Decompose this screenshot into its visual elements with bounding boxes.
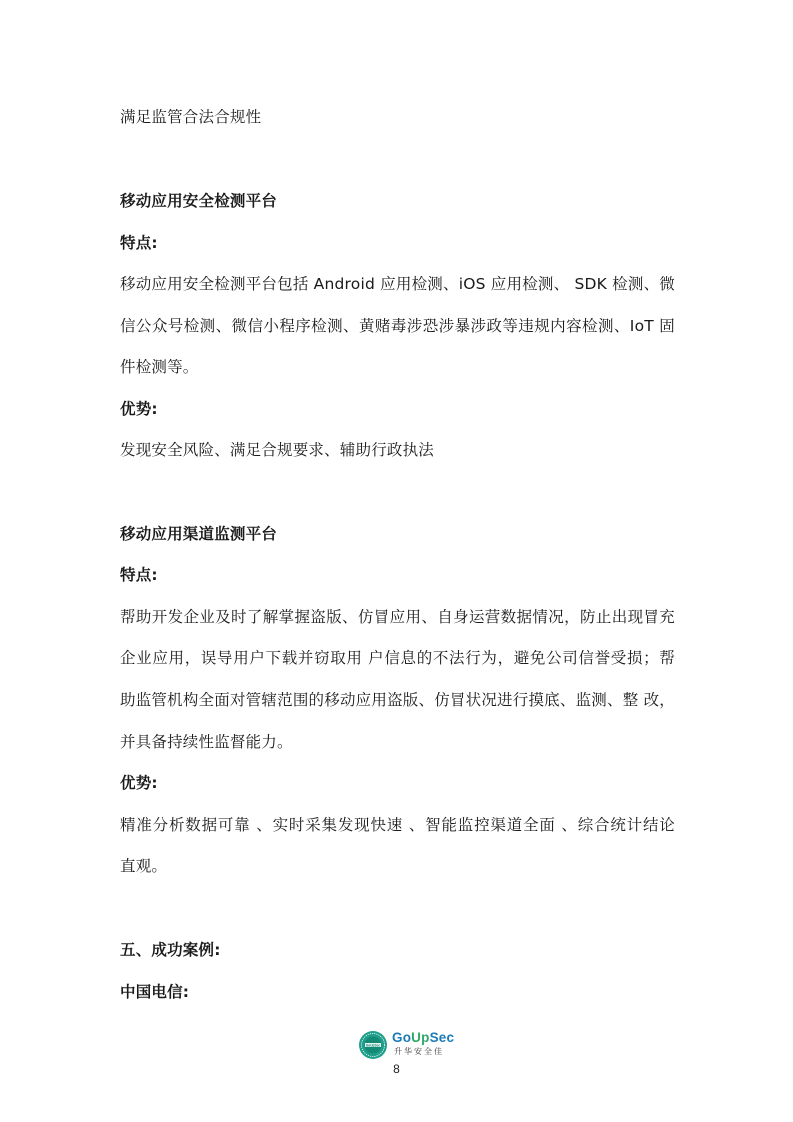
page-number: 8 (393, 1062, 400, 1076)
platform2-features-label: 特点: (120, 566, 158, 584)
platform1-advantages-label: 优势: (120, 400, 158, 418)
platform1-heading: 移动应用安全检测平台 (120, 192, 278, 210)
platform2-advantages-line-2: 直观。 (120, 857, 168, 875)
logo-subtitle: 升华安全佳 (394, 1047, 444, 1056)
logo-brand-text: GoUpSec (392, 1030, 455, 1045)
svg-text:GoUpSec: GoUpSec (365, 1043, 381, 1048)
platform2-heading: 移动应用渠道监测平台 (120, 525, 278, 543)
platform2-features-line-2: 企业应用，误导用户下载并窃取用 户信息的不法行为，避免公司信誉受损；帮 (120, 649, 675, 667)
platform1-features-line-2: 信公众号检测、微信小程序检测、黄赌毒涉恐涉暴涉政等违规内容检测、IoT 固 (120, 317, 675, 335)
platform2-advantages-line-1: 精准分析数据可靠 、实时采集发现快速 、智能监控渠道全面 、综合统计结论 (120, 816, 675, 834)
compliance-text: 满足监管合法合规性 (120, 108, 262, 126)
goupsec-logo (358, 1030, 455, 1064)
goupsec-seal-icon (358, 1030, 388, 1060)
platform1-features-line-3: 件检测等。 (120, 358, 199, 376)
platform2-features-line-1: 帮助开发企业及时了解掌握盗版、仿冒应用、自身运营数据情况，防止出现冒充 (120, 608, 675, 626)
platform2-features-line-3: 助监管机构全面对管辖范围的移动应用盗版、仿冒状况进行摸底、监测、整 改， (120, 691, 675, 709)
platform1-features-label: 特点: (120, 234, 158, 252)
section-5-heading: 五、成功案例: (120, 941, 221, 959)
platform2-features-line-4: 并具备持续性监督能力。 (120, 733, 293, 751)
platform1-advantages-line-1: 发现安全风险、满足合规要求、辅助行政执法 (120, 441, 435, 459)
case-china-telecom-heading: 中国电信: (120, 983, 190, 1001)
platform2-advantages-label: 优势: (120, 774, 158, 792)
platform1-features-line-1: 移动应用安全检测平台包括 Android 应用检测、iOS 应用检测、 SDK 检测、微 (120, 275, 675, 293)
